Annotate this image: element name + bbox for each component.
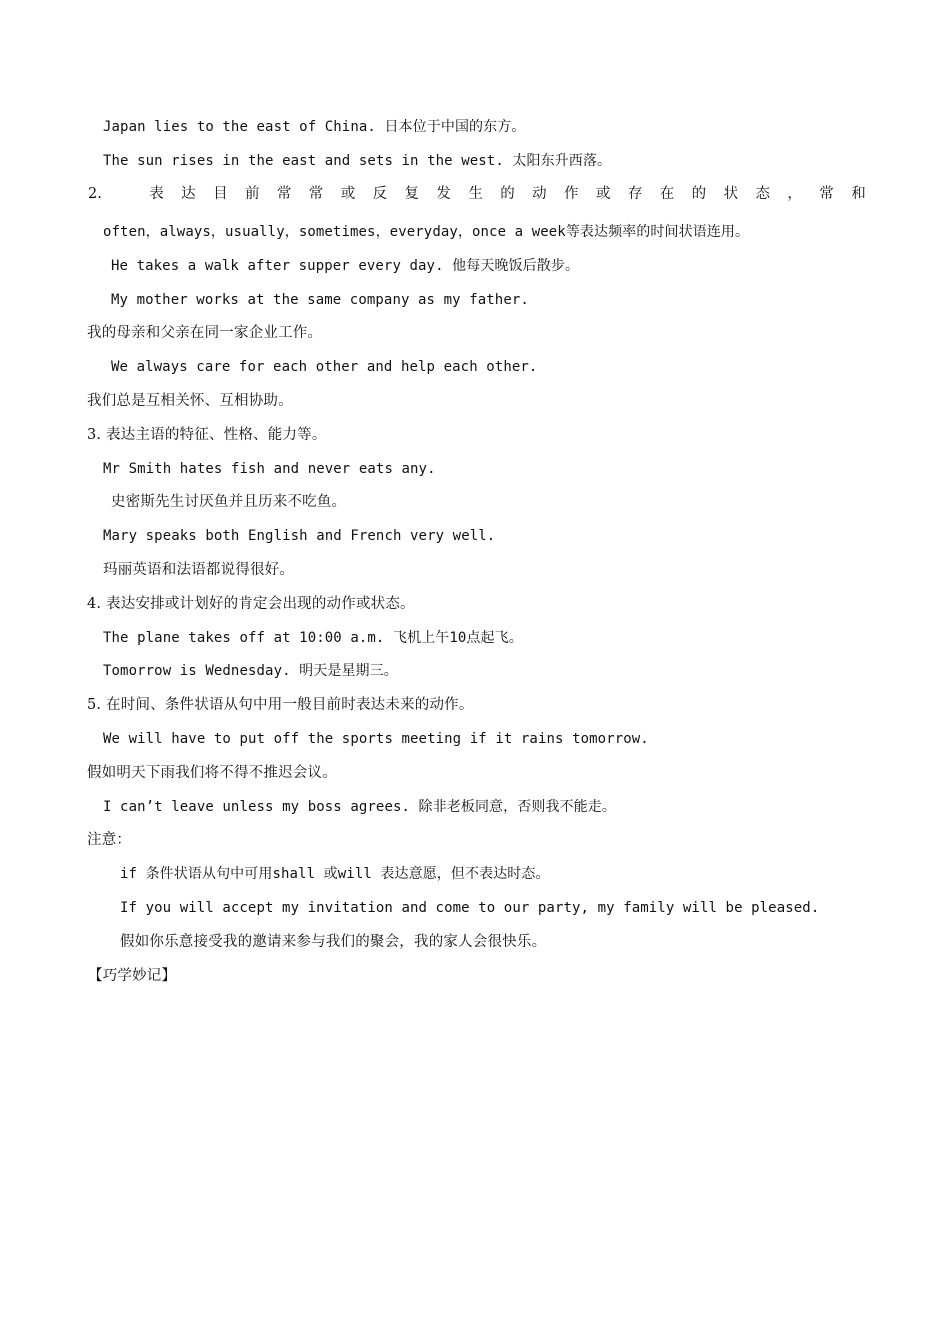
rule-heading-char: 常 <box>308 186 324 202</box>
rule-heading-char: 复 <box>404 186 419 202</box>
translation: 史密斯先生讨厌鱼并且历来不吃鱼。 <box>111 494 347 510</box>
rule-heading-char: 或 <box>595 186 611 202</box>
rule-text: often，always，usually，sometimes，everyday，once a week等表达频率的时间状语连用。 <box>103 224 750 240</box>
example-sentence: My mother works at the same company as my father. <box>111 292 529 308</box>
rule-heading-char: 或 <box>340 186 356 202</box>
example-sentence: We will have to put off the sports meeting if it rains tomorrow. <box>103 731 649 747</box>
example-sentence: We always care for each other and help each other. <box>111 359 538 375</box>
example-sentence: Mary speaks both English and French very well. <box>103 528 496 544</box>
example-sentence: If you will accept my invitation and come to our party, my family will be pleased. <box>120 900 820 916</box>
rule-heading-5: 5. 在时间、条件状语从句中用一般目前时表达未来的动作。 <box>87 697 474 713</box>
translation: 我们总是互相关怀、互相协助。 <box>87 393 293 409</box>
rule-heading-char: 的 <box>500 186 515 202</box>
rule-heading-char: 和 <box>851 186 866 202</box>
translation: 假如你乐意接受我的邀请来参与我们的聚会，我的家人会很快乐。 <box>120 934 547 950</box>
section-heading: 【巧学妙记】 <box>88 968 177 984</box>
example-sentence: Japan lies to the east of China. 日本位于中国的东方。 <box>103 119 526 135</box>
example-sentence: The sun rises in the east and sets in the west. 太阳东升西落。 <box>103 153 612 169</box>
rule-heading-char: 反 <box>372 186 388 202</box>
rule-heading-4: 4. 表达安排或计划好的肯定会出现的动作或状态。 <box>87 596 415 612</box>
rule-heading-char: 存 <box>627 186 643 202</box>
rule-heading-char: 目 <box>213 186 228 202</box>
translation: 假如明天下雨我们将不得不推迟会议。 <box>87 765 337 781</box>
rule-heading-char: 发 <box>436 186 451 202</box>
note-heading: 注意： <box>87 832 132 848</box>
translation: 玛丽英语和法语都说得很好。 <box>103 562 295 578</box>
rule-heading-char: 在 <box>659 186 675 202</box>
rule-heading-char: 常 <box>819 186 834 202</box>
example-sentence: I can’t leave unless my boss agrees. 除非老板同意，否则我不能走。 <box>103 799 616 815</box>
rule-heading-char: 状 <box>723 186 739 202</box>
rule-heading-char: 表 <box>149 186 164 202</box>
rule-heading-2 <box>88 184 866 204</box>
example-sentence: The plane takes off at 10:00 a.m. 飞机上午10点起飞。 <box>103 630 523 646</box>
rule-number: 2. <box>88 186 102 202</box>
rule-heading-char: 达 <box>181 186 196 202</box>
example-sentence: He takes a walk after supper every day. 他每天晚饭后散步。 <box>111 258 580 274</box>
example-sentence: Tomorrow is Wednesday. 明天是星期三。 <box>103 663 398 679</box>
rule-heading-char: 作 <box>564 186 579 202</box>
rule-heading-char: 常 <box>276 186 292 202</box>
translation: 我的母亲和父亲在同一家企业工作。 <box>87 325 323 341</box>
example-sentence: Mr Smith hates fish and never eats any. <box>103 461 436 477</box>
rule-heading-char: ， <box>787 186 802 202</box>
rule-heading-3: 3. 表达主语的特征、性格、能力等。 <box>87 427 327 443</box>
rule-heading-char: 态 <box>755 186 770 202</box>
rule-heading-char: 动 <box>532 186 547 202</box>
rule-heading-char: 生 <box>468 186 483 202</box>
rule-heading-char: 的 <box>691 186 707 202</box>
rule-heading-char: 前 <box>244 186 260 202</box>
note-text: if 条件状语从句中可用shall 或will 表达意愿，但不表达时态。 <box>120 866 550 882</box>
